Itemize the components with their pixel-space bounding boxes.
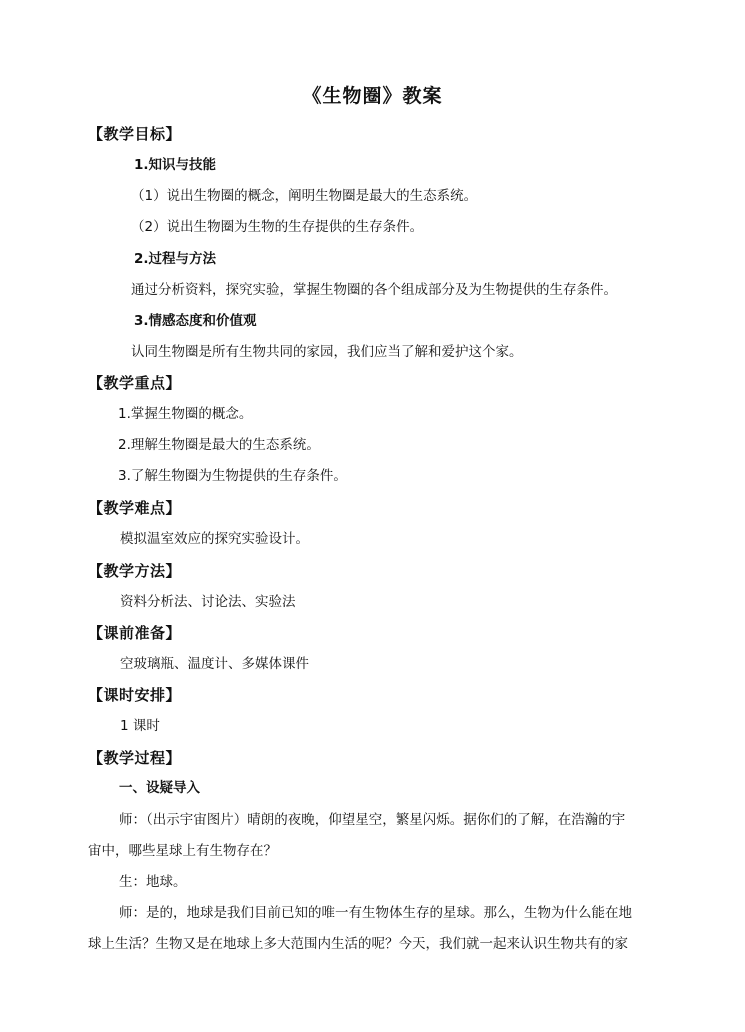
document-title: 《生物圈》教案: [302, 85, 443, 107]
process-para3-line1: 师：是的，地球是我们目前已知的唯一有生物体生存的星球。那么，生物为什么能在地: [119, 905, 632, 921]
difficulties-text: 模拟温室效应的探究实验设计。: [120, 531, 309, 547]
section-heading-key-points: 【教学重点】: [88, 374, 182, 392]
section-heading-difficulties: 【教学难点】: [88, 499, 182, 517]
objectives-sub2-title: 2.过程与方法: [134, 251, 217, 267]
methods-text: 资料分析法、讨论法、实验法: [120, 594, 296, 610]
section-heading-preparation: 【课前准备】: [88, 624, 182, 642]
key-points-item2: 2.理解生物圈是最大的生态系统。: [118, 437, 320, 453]
objectives-sub1-item1: （1）说出生物圈的概念，阐明生物圈是最大的生态系统。: [131, 188, 478, 204]
key-points-item3: 3.了解生物圈为生物提供的生存条件。: [118, 468, 347, 484]
section-heading-schedule: 【课时安排】: [88, 686, 182, 704]
section-heading-methods: 【教学方法】: [88, 562, 182, 580]
process-para1-line1: 师：（出示宇宙图片）晴朗的夜晚，仰望星空，繁星闪烁。据你们的了解，在浩瀚的宇: [119, 812, 626, 828]
key-points-item1: 1.掌握生物圈的概念。: [118, 406, 253, 422]
process-sub1-title: 一、设疑导入: [119, 780, 200, 796]
process-para3-line2: 球上生活？生物又是在地球上多大范围内生活的呢？今天，我们就一起来认识生物共有的家: [88, 936, 628, 952]
objectives-sub1-item2: （2）说出生物圈为生物的生存提供的生存条件。: [131, 219, 424, 235]
section-heading-objectives: 【教学目标】: [88, 125, 182, 143]
process-para1-line2: 宙中，哪些星球上有生物存在？: [88, 843, 277, 859]
objectives-sub3-text: 认同生物圈是所有生物共同的家园，我们应当了解和爱护这个家。: [131, 344, 523, 360]
objectives-sub2-text: 通过分析资料，探究实验，掌握生物圈的各个组成部分及为生物提供的生存条件。: [131, 282, 617, 298]
section-heading-process: 【教学过程】: [88, 749, 182, 767]
objectives-sub1-title: 1.知识与技能: [134, 157, 217, 173]
preparation-text: 空玻璃瓶、温度计、多媒体课件: [120, 656, 309, 672]
objectives-sub3-title: 3.情感态度和价值观: [134, 313, 257, 329]
process-para2: 生：地球。: [119, 874, 187, 890]
schedule-text: 1 课时: [120, 718, 160, 734]
